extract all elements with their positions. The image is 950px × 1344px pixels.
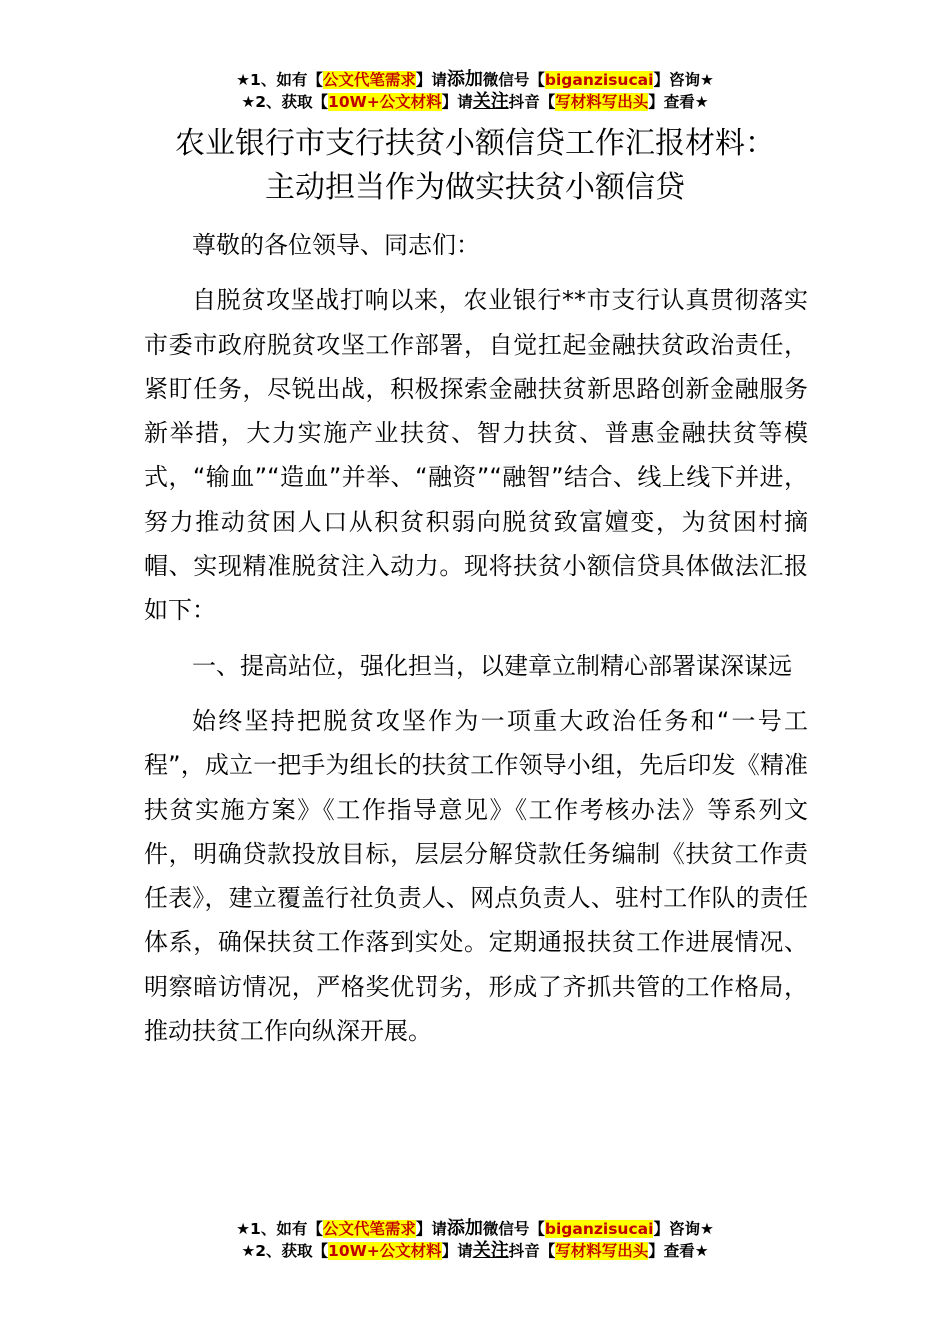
promo-line-2 [0, 91, 950, 113]
promo-text: 】咨询★ [653, 1220, 714, 1238]
promo-emphasis: 关注 [472, 91, 509, 112]
promo-text: ★2、获取【 [241, 93, 329, 111]
promo-text: 微信号【 [482, 1220, 545, 1238]
promo-highlight: 公文代笔需求 [322, 1220, 416, 1238]
promo-text: 】请 [415, 1220, 447, 1238]
promo-text: 】咨询★ [653, 71, 714, 89]
promo-emphasis: 关注 [472, 1240, 509, 1261]
promo-line-1 [0, 69, 950, 91]
promo-text: 微信号【 [482, 71, 545, 89]
promo-emphasis: 添加 [446, 69, 483, 90]
promo-banner-bottom [0, 1218, 950, 1262]
promo-text: ★1、如有【 [236, 71, 323, 89]
promo-highlight: 10W+公文材料 [328, 1242, 442, 1260]
promo-line-2 [0, 1240, 950, 1262]
promo-text: 】请 [441, 1242, 473, 1260]
paragraph-section-1: 始终坚持把脱贫攻坚作为一项重大政治任务和“一号工程”，成立一把手为组长的扶贫工作领导小组，先后印发《精准扶贫实施方案》《工作指导意见》《工作考核办法》等系列文件，明确贷款投放目标，层层分解贷款任务编制《扶贫工作责任表》，建立覆盖行社负责人、网点负责人、驻村工作队的责任体系，确保扶贫工作落到实处。定期通报扶贫工作进展情况、明察暗访情况，严格奖优罚劣，形成了齐抓共管的工作格局，推动扶贫工作向纵深开展。 [144, 706, 808, 1046]
promo-douyin-name: 写材料写出头 [555, 1242, 649, 1260]
promo-wechat-id: biganzisucai [544, 71, 654, 89]
promo-banner-top [0, 69, 950, 113]
promo-text: 】请 [415, 71, 447, 89]
promo-highlight: 公文代笔需求 [322, 71, 416, 89]
document-body [144, 223, 808, 1064]
document-title-line-2: 主动担当作为做实扶贫小额信贷 [265, 170, 685, 205]
promo-emphasis: 添加 [446, 1218, 483, 1239]
section-heading-1: 一、提高站位，强化担当，以建章立制精心部署谋深谋远 [192, 651, 792, 680]
promo-wechat-id: biganzisucai [544, 1220, 654, 1238]
promo-douyin-name: 写材料写出头 [555, 93, 649, 111]
promo-text: 抖音【 [508, 1242, 556, 1260]
promo-line-1 [0, 1218, 950, 1240]
salutation: 尊敬的各位领导、同志们： [192, 231, 480, 259]
promo-text: ★2、获取【 [241, 1242, 329, 1260]
paragraph-intro: 自脱贫攻坚战打响以来，农业银行**市支行认真贯彻落实市委市政府脱贫攻坚工作部署，自觉扛起金融扶贫政治责任，紧盯任务，尽锐出战，积极探索金融扶贫新思路创新金融服务新举措，大力实施产业扶贫、智力扶贫、普惠金融扶贫等模式，“输血”“造血”并举、“融资”“融智”结合、线上线下并进，努力推动贫困人口从积贫积弱向脱贫致富嬗变，为贫困村摘帽、实现精准脱贫注入动力。现将扶贫小额信贷具体做法汇报如下： [144, 286, 808, 625]
promo-highlight: 10W+公文材料 [328, 93, 442, 111]
promo-text: 抖音【 [508, 93, 556, 111]
promo-text: 】查看★ [648, 93, 709, 111]
document-title-line-1: 农业银行市支行扶贫小额信贷工作汇报材料： [175, 126, 775, 161]
promo-text: 】请 [441, 93, 473, 111]
promo-text: 】查看★ [648, 1242, 709, 1260]
promo-text: ★1、如有【 [236, 1220, 323, 1238]
